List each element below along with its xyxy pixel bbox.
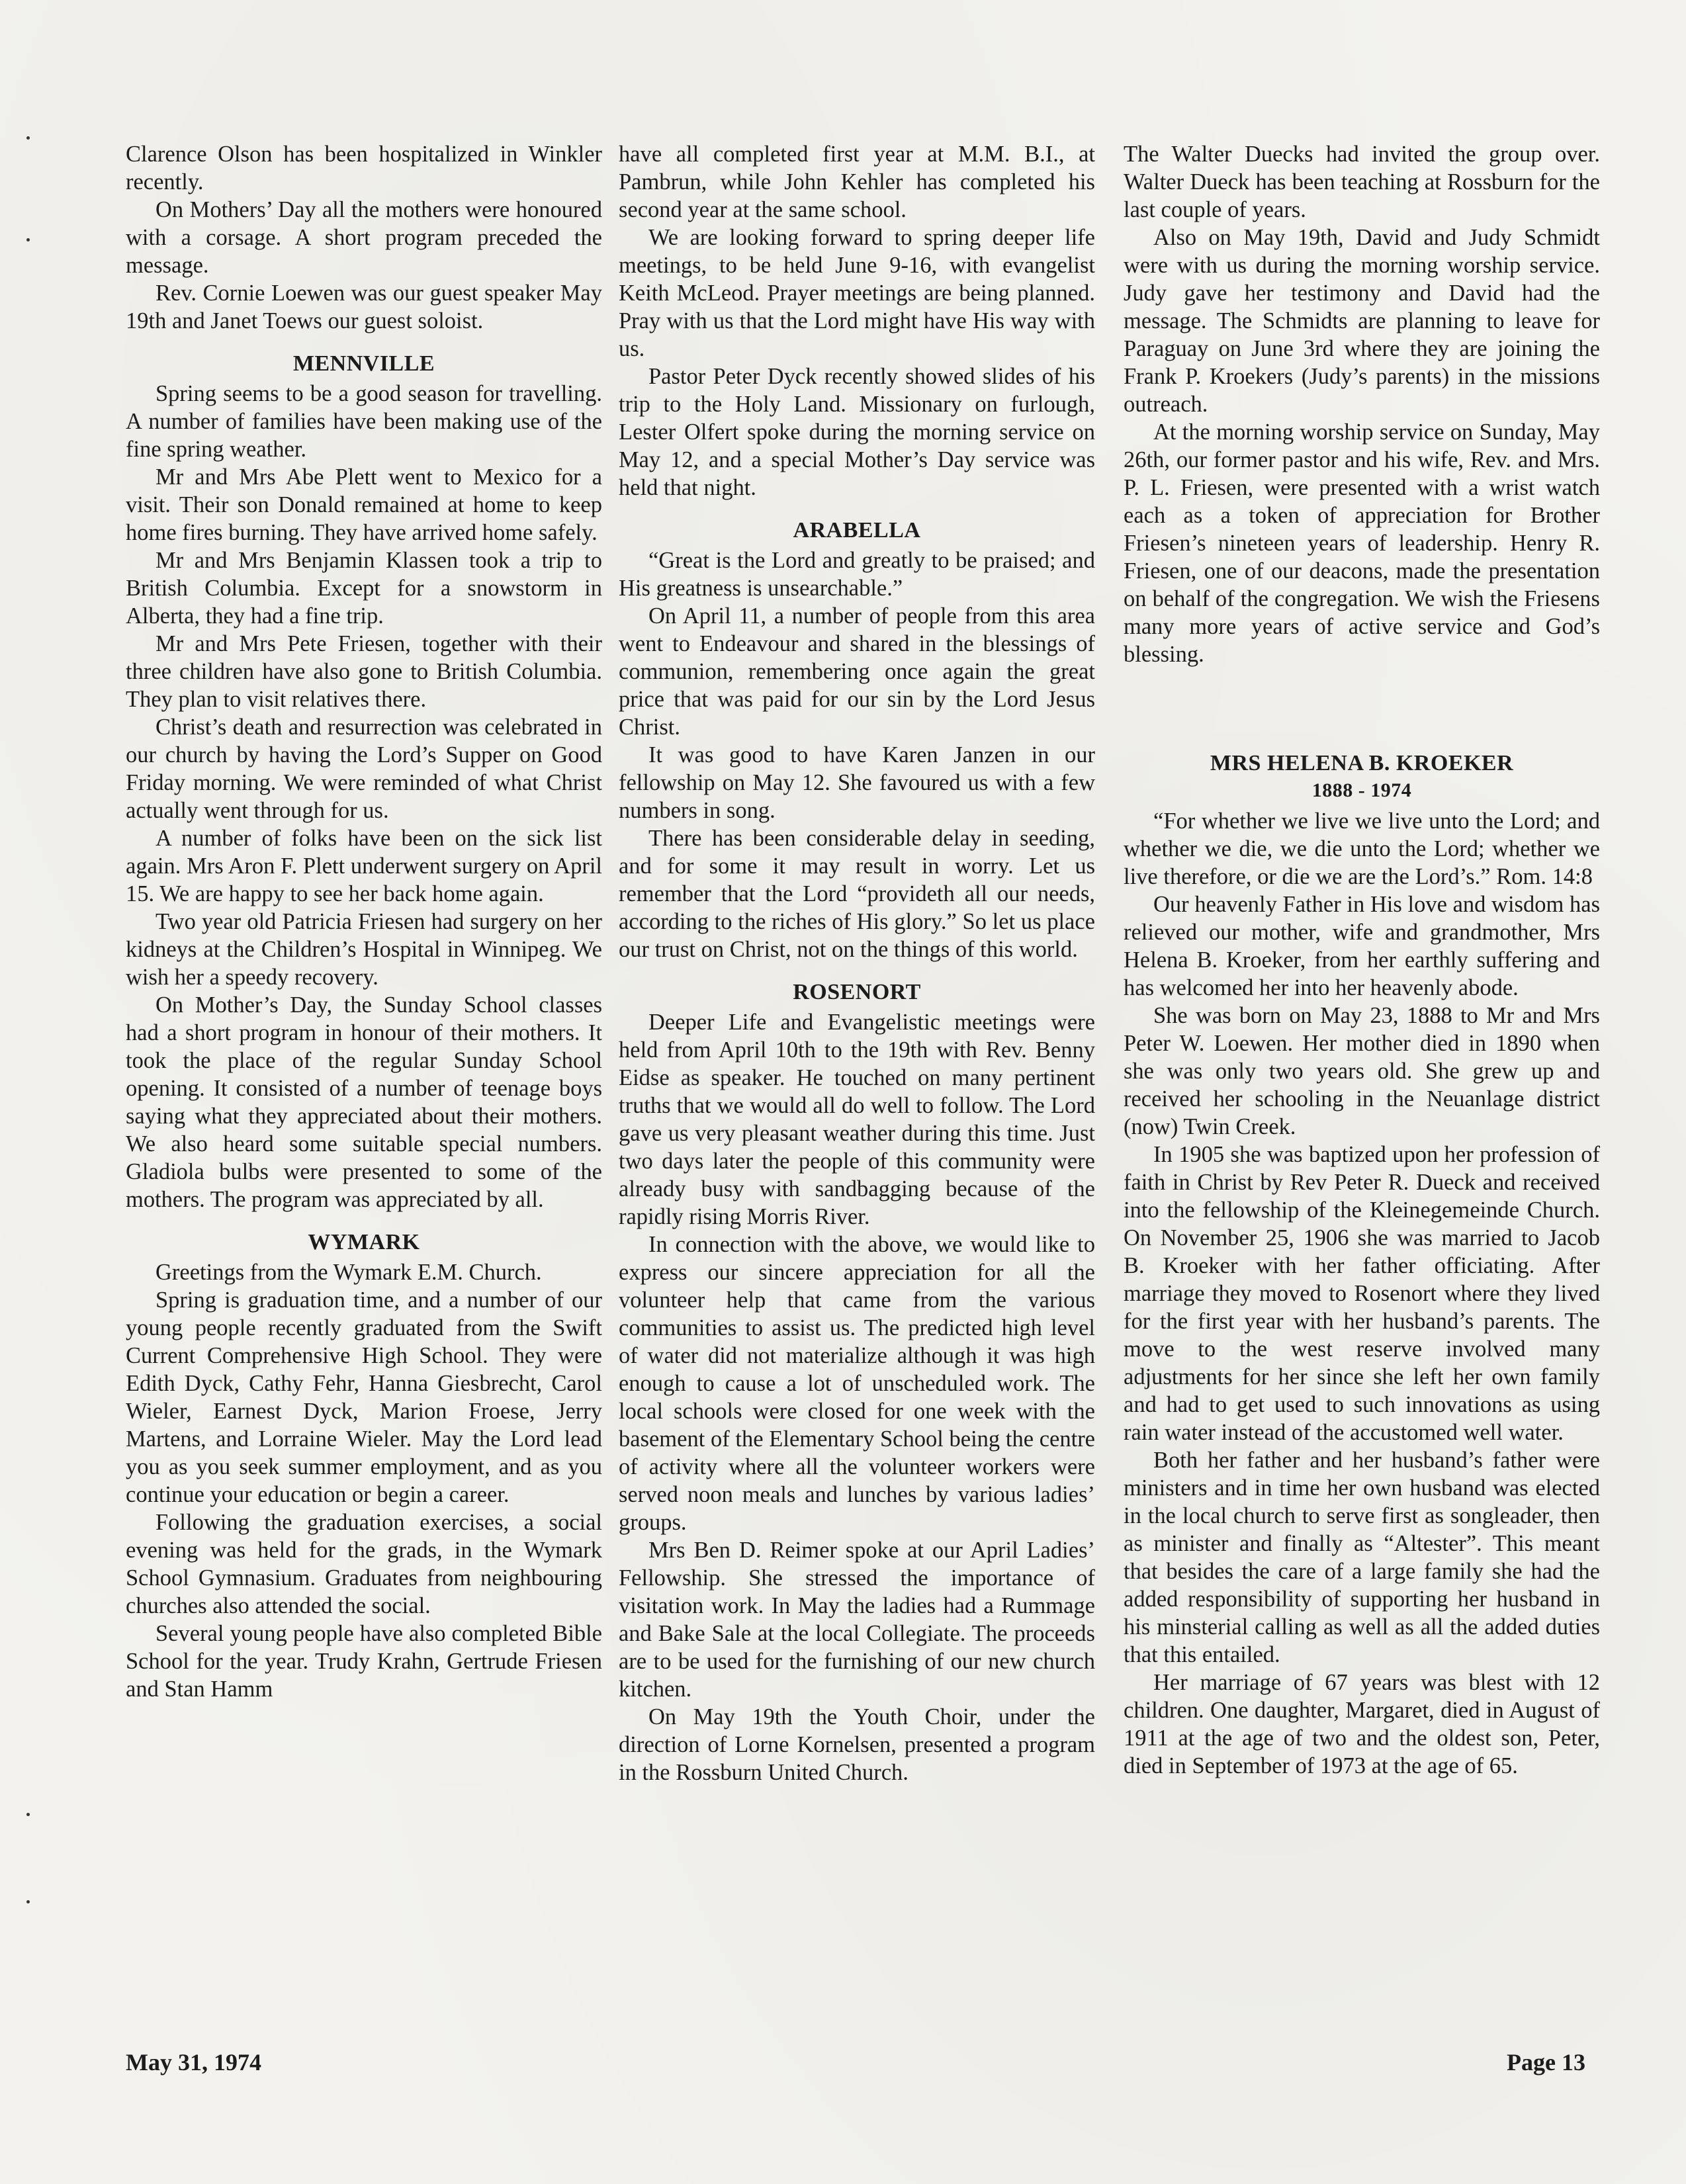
paragraph: Mr and Mrs Benjamin Klassen took a trip to British Columbia. Except for a snowstorm in Alberta, they had a fine trip. — [126, 548, 602, 629]
paragraph: At the morning worship service on Sunday, May 26th, our former pastor and his wife, Rev. and Mrs. P. L. Friesen, were presented with a wrist watch each as a token of appreciation for Brother Friesen’s nineteen years of leadership. Henry R. Friesen, one of our deacons, made the presentation on behalf of the congregation. We wish the Friesens many more years of active service and God’s blessing. — [1124, 419, 1600, 667]
paragraph: On May 19th the Youth Choir, under the direction of Lorne Kornelsen, presented a program in the Rossburn United Church. — [619, 1704, 1095, 1785]
section-heading-text: MRS HELENA B. KROEKER — [1210, 751, 1514, 775]
paragraph: Christ’s death and resurrection was celebrated in our church by having the Lord’s Supper on Good Friday morning. We were reminded of what Christ actually went through for us. — [126, 715, 602, 823]
section-heading-text: WYMARK — [308, 1230, 420, 1254]
footer-date: May 31, 1974 — [126, 2049, 261, 2075]
section-heading — [1124, 749, 1600, 803]
section-heading-text: ROSENORT — [793, 980, 921, 1004]
paragraph: Our heavenly Father in His love and wisdom has relieved our mother, wife and grandmother, Mrs Helena B. Kroeker, from her earthly suffering and has welcomed her into her heavenly abode. — [1124, 892, 1600, 1000]
paragraph: Rev. Cornie Loewen was our guest speaker May 19th and Janet Toews our guest soloist. — [126, 281, 602, 333]
paragraph: Pastor Peter Dyck recently showed slides of his trip to the Holy Land. Missionary on furlough, Lester Olfert spoke during the morning service on May 12, and a special Mother’s Day service was held that night. — [619, 364, 1095, 500]
paragraph: have all completed first year at M.M. B.I., at Pambrun, while John Kehler has completed his second year at the same school. — [619, 142, 1095, 222]
footer-page-number: Page 13 — [1507, 2049, 1585, 2075]
paragraph: There has been considerable delay in seeding, and for some it may result in worry. Let us remember that the Lord “provideth all our needs, according to the riches of His glory.” So let us place our trust on Christ, not on the things of this world. — [619, 826, 1095, 962]
paragraph: Mr and Mrs Abe Plett went to Mexico for a visit. Their son Donald remained at home to keep home fires burning. They have arrived home safely. — [126, 464, 602, 545]
paragraph: On Mother’s Day, the Sunday School classes had a short program in honour of their mothers. It took the place of the regular Sunday School opening. It consisted of a number of teenage boys saying what they appreciated about their mothers. We also heard some suitable special numbers. Gladiola bulbs were presented to some of the mothers. The program was appreciated by all. — [126, 992, 602, 1212]
column-left — [126, 140, 602, 1703]
scan-mark — [26, 136, 30, 140]
paragraph: In 1905 she was baptized upon her profession of faith in Christ by Rev Peter R. Dueck and received into the fellowship of the Kleinegemeinde Church. On November 25, 1906 she was married to Jacob B. Kroeker with her father officiating. After marriage they moved to Rosenort where they lived for the first year with her husband’s parents. The move to the west reserve involved many adjustments for her since she left her own family and had to get used to such innovations as using rain water instead of the accustomed well water. — [1124, 1142, 1600, 1445]
section-gap — [1124, 668, 1600, 734]
paragraph: Two year old Patricia Friesen had surgery on her kidneys at the Children’s Hospital in Winnipeg. We wish her a speedy recovery. — [126, 909, 602, 990]
paragraph: She was born on May 23, 1888 to Mr and Mrs Peter W. Loewen. Her mother died in 1890 when she was only two years old. She grew up and received her schooling in the Neuanlage district (now) Twin Creek. — [1124, 1003, 1600, 1139]
paragraph: Deeper Life and Evangelistic meetings were held from April 10th to the 19th with Rev. Benny Eidse as speaker. He touched on many pertinent truths that we would all do well to follow. The Lord gave us very pleasant weather during this time. Just two days later the people of this community were already busy with sandbagging because of the rapidly rising Morris River. — [619, 1010, 1095, 1229]
paragraph: Her marriage of 67 years was blest with 12 children. One daughter, Margaret, died in August of 1911 at the age of two and the oldest son, Peter, died in September of 1973 at the age of 65. — [1124, 1670, 1600, 1778]
paragraph: Also on May 19th, David and Judy Schmidt were with us during the morning worship service. Judy gave her testimony and David had the message. The Schmidts are planning to leave for Paraguay on June 3rd where they are joining the Frank P. Kroekers (Judy’s parents) in the missions outreach. — [1124, 225, 1600, 417]
paragraph: We are looking forward to spring deeper life meetings, to be held June 9-16, with evangelist Keith McLeod. Prayer meetings are being planned. Pray with us that the Lord might have His way with us. — [619, 225, 1095, 361]
section-heading — [126, 349, 602, 378]
scan-mark — [26, 1900, 30, 1903]
paragraph: Spring seems to be a good season for travelling. A number of families have been making use of the fine spring weather. — [126, 381, 602, 462]
paragraph: Spring is graduation time, and a number of our young people recently graduated from the Swift Current Comprehensive High School. They were Edith Dyck, Cathy Fehr, Hanna Giesbrecht, Carol Wieler, Earnest Dyck, Marion Froese, Jerry Martens, and Lorraine Wieler. May the Lord lead you as you seek summer employment, and as you continue your education or begin a career. — [126, 1288, 602, 1507]
column-right — [1124, 140, 1600, 1780]
paragraph: On April 11, a number of people from this area went to Endeavour and shared in the blessings of communion, remembering once again the great price that was paid for our sin by the Lord Jesus Christ. — [619, 603, 1095, 740]
section-heading — [619, 516, 1095, 545]
scan-mark — [26, 238, 30, 241]
paragraph: Several young people have also completed Bible School for the year. Trudy Krahn, Gertrude Friesen and Stan Hamm — [126, 1621, 602, 1702]
paragraph: “Great is the Lord and greatly to be praised; and His greatness is unsearchable.” — [619, 548, 1095, 601]
paragraph: Clarence Olson has been hospitalized in Winkler recently. — [126, 142, 602, 195]
paragraph: Following the graduation exercises, a social evening was held for the grads, in the Wymark School Gymnasium. Graduates from neighbouring churches also attended the social. — [126, 1510, 602, 1618]
column-middle — [619, 140, 1095, 1786]
scan-mark — [26, 1813, 30, 1816]
section-heading — [126, 1228, 602, 1257]
paragraph: On Mothers’ Day all the mothers were honoured with a corsage. A short program preceded the message. — [126, 197, 602, 278]
paragraph: It was good to have Karen Janzen in our fellowship on May 12. She favoured us with a few numbers in song. — [619, 742, 1095, 823]
paragraph: “For whether we live we live unto the Lord; and whether we die, we die unto the Lord; whether we live therefore, or die we are the Lord’s.” Rom. 14:8 — [1124, 808, 1600, 889]
paragraph: Mr and Mrs Pete Friesen, together with their three children have also gone to British Columbia. They plan to visit relatives there. — [126, 631, 602, 712]
paragraph: Both her father and her husband’s father were ministers and in time her own husband was elected in the local church to serve first as songleader, then as minister and finally as “Altester”. This meant that besides the care of a large family she had the added responsibility of supporting her husband in his minsterial calling as well as all the added duties that this entailed. — [1124, 1448, 1600, 1667]
paragraph: Greetings from the Wymark E.M. Church. — [155, 1260, 542, 1285]
paragraph: In connection with the above, we would like to express our sincere appreciation for all the volunteer help that came from the various communities to assist us. The predicted high level of water did not materialize although it was high enough to cause a lot of unscheduled work. The local schools were closed for one week with the basement of the Elementary School being the centre of activity where all the volunteer workers were served noon meals and lunches by various ladies’ groups. — [619, 1232, 1095, 1535]
section-heading-text: ARABELLA — [793, 518, 921, 543]
section-heading-text: MENNVILLE — [292, 351, 435, 376]
section-heading — [619, 978, 1095, 1007]
paragraph: The Walter Duecks had invited the group over. Walter Dueck has been teaching at Rossburn for the last couple of years. — [1124, 142, 1600, 222]
paragraph: A number of folks have been on the sick list again. Mrs Aron F. Plett underwent surgery on April 15. We are happy to see her back home again. — [126, 826, 602, 906]
section-subheading: 1888 - 1974 — [1311, 779, 1412, 801]
paragraph: Mrs Ben D. Reimer spoke at our April Ladies’ Fellowship. She stressed the importance of visitation work. In May the ladies had a Rummage and Bake Sale at the local Collegiate. The proceeds are to be used for the furnishing of our new church kitchen. — [619, 1538, 1095, 1702]
